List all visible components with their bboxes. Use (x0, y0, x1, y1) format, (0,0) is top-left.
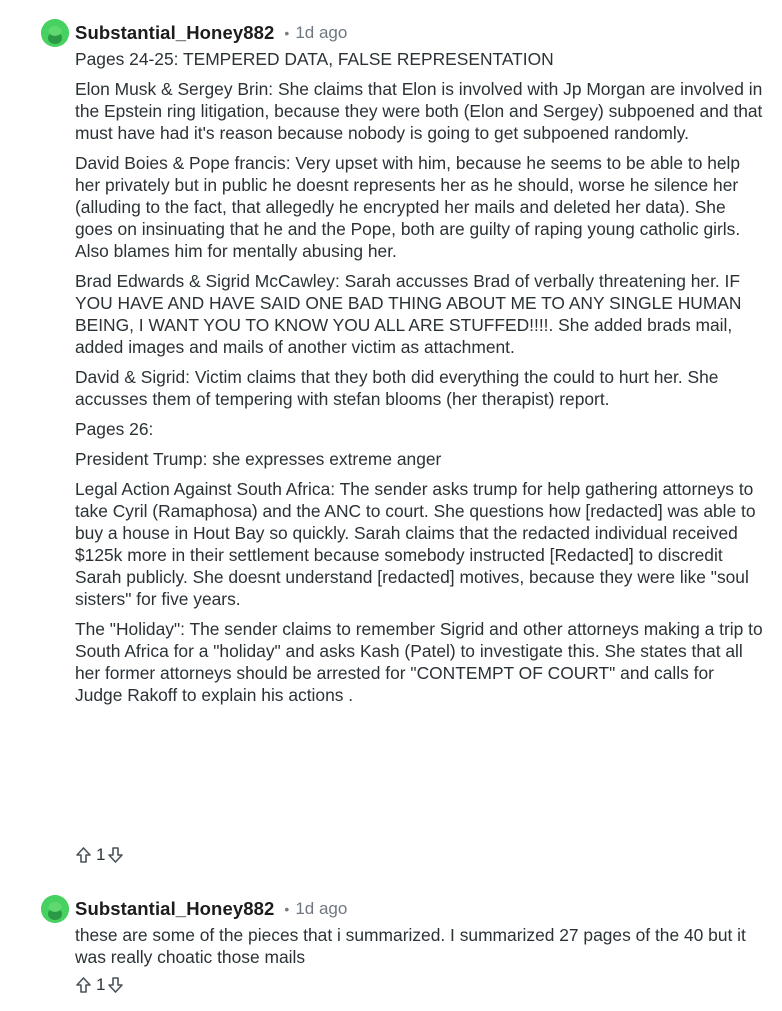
meta-separator: • (284, 901, 290, 917)
comment-paragraph: Elon Musk & Sergey Brin: She claims that Elon is involved with Jp Morgan are involved in the Epstein ring litigation, because they were both (Elon and Sergey) subpoened and that must have had it's reason because nobody is going to get subpoened randomly. (75, 79, 763, 143)
comment-body (75, 48, 765, 714)
comment-paragraph: David & Sigrid: Victim claims that they both did everything the could to hurt her. She accusses them of tempering with stefan blooms (her therapist) report. (75, 367, 719, 409)
comment-body (75, 924, 765, 976)
vote-bar (75, 975, 124, 995)
upvote-arrow-icon[interactable] (75, 846, 92, 864)
comment-paragraph: Pages 26: (75, 419, 154, 439)
timestamp[interactable]: 1d ago (295, 899, 348, 918)
comment-meta (75, 898, 347, 920)
downvote-arrow-icon[interactable] (107, 976, 124, 994)
snoo-avatar-icon (41, 895, 69, 923)
upvote-arrow-icon[interactable] (75, 976, 92, 994)
username[interactable]: Substantial_Honey882 (75, 22, 275, 43)
comment-paragraph: The "Holiday": The sender claims to remember Sigrid and other attorneys making a trip to South Africa for a "holiday" and asks Kash (Patel) to investigate this. She states that all her former attorneys should be arrested for "CONTEMPT OF COURT" and calls for Judge Rakoff to explain his actions . (75, 619, 763, 705)
timestamp[interactable]: 1d ago (295, 23, 348, 42)
avatar[interactable] (41, 895, 69, 923)
vote-bar (75, 845, 124, 865)
comment-paragraph: Legal Action Against South Africa: The sender asks trump for help gathering attorneys to take Cyril (Ramaphosa) and the ANC to court. She questions how [redacted] was able to buy a house in Hout Bay so quickly. Sarah claims that the redacted individual received $125k more in their settlement because somebody instructed [Redacted] to discredit Sarah publicly. She doesnt understand [redacted] motives, because they were like "soul sisters" for five years. (75, 479, 756, 609)
avatar[interactable] (41, 19, 69, 47)
vote-count: 1 (96, 845, 106, 864)
vote-count: 1 (96, 975, 106, 994)
comment-meta (75, 22, 347, 44)
downvote-arrow-icon[interactable] (107, 846, 124, 864)
username[interactable]: Substantial_Honey882 (75, 898, 275, 919)
comment-paragraph: these are some of the pieces that i summarized. I summarized 27 pages of the 40 but it was really choatic those mails (75, 925, 746, 967)
comment-paragraph: Pages 24-25: TEMPERED DATA, FALSE REPRESENTATION (75, 49, 554, 69)
comment-paragraph: Brad Edwards & Sigrid McCawley: Sarah accusses Brad of verbally threatening her. IF YOU HAVE AND HAVE SAID ONE BAD THING ABOUT ME TO ANY SINGLE HUMAN BEING, I WANT YOU TO KNOW YOU ALL ARE STUFFED!!!!. She added brads mail, added images and mails of another victim as attachment. (75, 271, 742, 357)
comment-paragraph: David Boies & Pope francis: Very upset with him, because he seems to be able to help her privately but in public he doesnt represents her as he should, worse he silence her (alluding to the fact, that allegedly he encrypted her mails and deleted her data). She goes on insinuating that he and the Pope, both are guilty of raping young catholic girls. Also blames him for mentally abusing her. (75, 153, 741, 261)
snoo-avatar-icon (41, 19, 69, 47)
meta-separator: • (284, 25, 290, 41)
comment-paragraph: President Trump: she expresses extreme anger (75, 449, 442, 469)
